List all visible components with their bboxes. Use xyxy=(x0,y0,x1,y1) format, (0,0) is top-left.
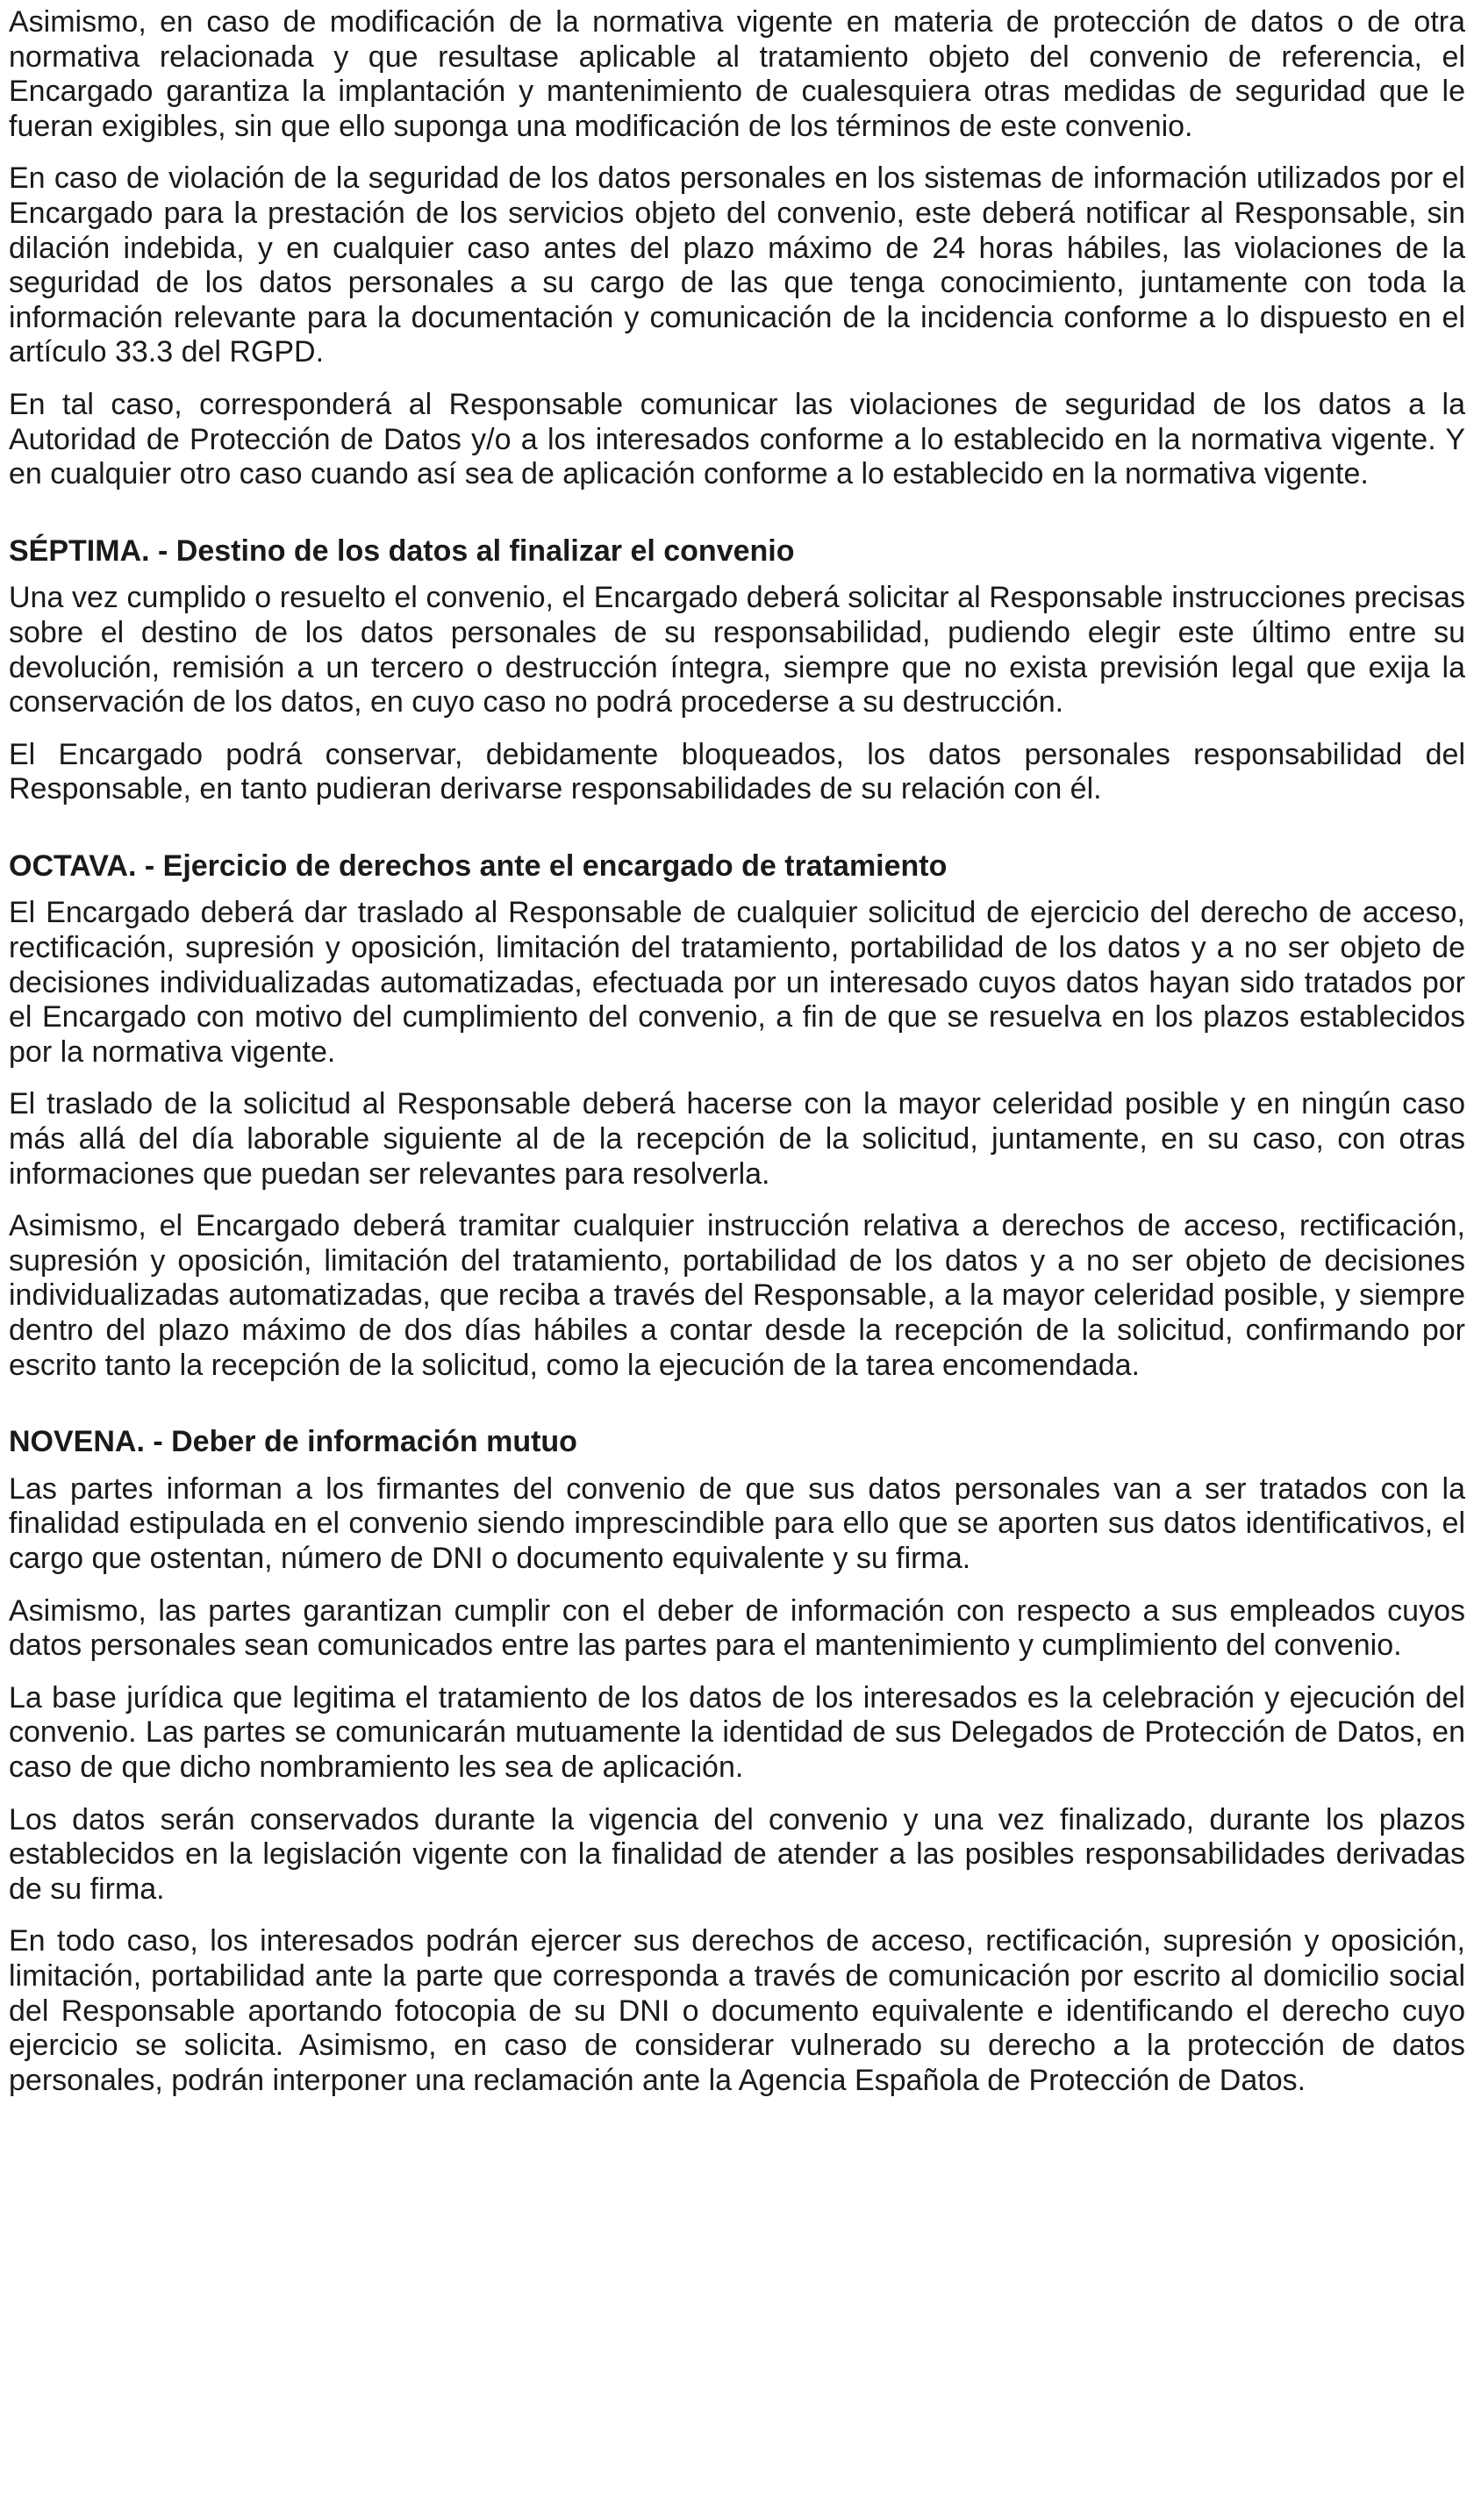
document-page xyxy=(9,5,1465,2116)
intro-paragraph-1: Asimismo, en caso de modificación de la normativa vigente en materia de protección de datos o de otra normativa relacionada y que resultase aplicable al tratamiento objeto del convenio de referencia, el Encargado garantiza la implantación y mantenimiento de cualesquiera otras medidas de seguridad que le fueran exigibles, sin que ello suponga una modificación de los términos de este convenio. xyxy=(9,5,1465,143)
novena-paragraph-4: Los datos serán conservados durante la vigencia del convenio y una vez finalizado, durante los plazos establecidos en la legislación vigente con la finalidad de atender a las posibles responsabilidades derivadas de su firma. xyxy=(9,1802,1465,1906)
septima-paragraph-2: El Encargado podrá conservar, debidamente bloqueados, los datos personales responsabilidad del Responsable, en tanto pudieran derivarse responsabilidades de su relación con él. xyxy=(9,737,1465,806)
section-heading-novena: NOVENA. - Deber de información mutuo xyxy=(9,1425,577,1459)
octava-paragraph-1: El Encargado deberá dar traslado al Responsable de cualquier solicitud de ejercicio del derecho de acceso, rectificación, supresión y oposición, limitación del tratamiento, portabilidad de los datos y a no ser objeto de decisiones individualizadas automatizadas, efectuada por un interesado cuyos datos hayan sido tratados por el Encargado con motivo del cumplimiento del convenio, a fin de que se resuelva en los plazos establecidos por la normativa vigente. xyxy=(9,896,1465,1069)
novena-paragraph-3: La base jurídica que legitima el tratamiento de los datos de los interesados es la celebración y ejecución del convenio. Las partes se comunicarán mutuamente la identidad de sus Delegados de Protección de Datos, en caso de que dicho nombramiento les sea de aplicación. xyxy=(9,1680,1465,1784)
section-heading-octava: OCTAVA. - Ejercicio de derechos ante el encargado de tratamiento xyxy=(9,848,948,883)
octava-paragraph-2: El traslado de la solicitud al Responsable deberá hacerse con la mayor celeridad posible y en ningún caso más allá del día laborable siguiente al de la recepción de la solicitud, juntamente, en su caso, con otras informaciones que puedan ser relevantes para resolverla. xyxy=(9,1087,1465,1191)
novena-paragraph-5: En todo caso, los interesados podrán ejercer sus derechos de acceso, rectificación, supresión y oposición, limitación, portabilidad ante la parte que corresponda a través de comunicación por escrito al domicilio social del Responsable aportando fotocopia de su DNI o documento equivalente e identificando el derecho cuyo ejercicio se solicita. Asimismo, en caso de considerar vulnerado su derecho a la protección de datos personales, podrán interponer una reclamación ante la Agencia Española de Protección de Datos. xyxy=(9,1924,1465,2097)
intro-paragraph-2: En caso de violación de la seguridad de los datos personales en los sistemas de información utilizados por el Encargado para la prestación de los servicios objeto del convenio, este deberá notificar al Responsable, sin dilación indebida, y en cualquier caso antes del plazo máximo de 24 horas hábiles, las violaciones de la seguridad de los datos personales a su cargo de las que tenga conocimiento, juntamente con toda la información relevante para la documentación y comunicación de la incidencia conforme a lo dispuesto en el artículo 33.3 del RGPD. xyxy=(9,161,1465,369)
septima-paragraph-1: Una vez cumplido o resuelto el convenio, el Encargado deberá solicitar al Responsable instrucciones precisas sobre el destino de los datos personales de su responsabilidad, pudiendo elegir este último entre su devolución, remisión a un tercero o destrucción íntegra, siempre que no exista previsión legal que exija la conservación de los datos, en cuyo caso no podrá procederse a su destrucción. xyxy=(9,581,1465,719)
novena-paragraph-1: Las partes informan a los firmantes del convenio de que sus datos personales van a ser tratados con la finalidad estipulada en el convenio siendo imprescindible para ello que se aporten sus datos identificativos, el cargo que ostentan, número de DNI o documento equivalente y su firma. xyxy=(9,1471,1465,1575)
section-heading-septima: SÉPTIMA. - Destino de los datos al finalizar el convenio xyxy=(9,533,795,568)
intro-paragraph-3: En tal caso, corresponderá al Responsable comunicar las violaciones de seguridad de los datos a la Autoridad de Protección de Datos y/o a los interesados conforme a lo establecido en la normativa vigente. Y en cualquier otro caso cuando así sea de aplicación conforme a lo establecido en la normativa vigente. xyxy=(9,387,1465,491)
octava-paragraph-3: Asimismo, el Encargado deberá tramitar cualquier instrucción relativa a derechos de acceso, rectificación, supresión y oposición, limitación del tratamiento, portabilidad de los datos y a no ser objeto de decisiones individualizadas automatizadas, que reciba a través del Responsable, a la mayor celeridad posible, y siempre dentro del plazo máximo de dos días hábiles a contar desde la recepción de la solicitud, confirmando por escrito tanto la recepción de la solicitud, como la ejecución de la tarea encomendada. xyxy=(9,1209,1465,1382)
novena-paragraph-2: Asimismo, las partes garantizan cumplir con el deber de información con respecto a sus empleados cuyos datos personales sean comunicados entre las partes para el mantenimiento y cumplimiento del convenio. xyxy=(9,1593,1465,1663)
